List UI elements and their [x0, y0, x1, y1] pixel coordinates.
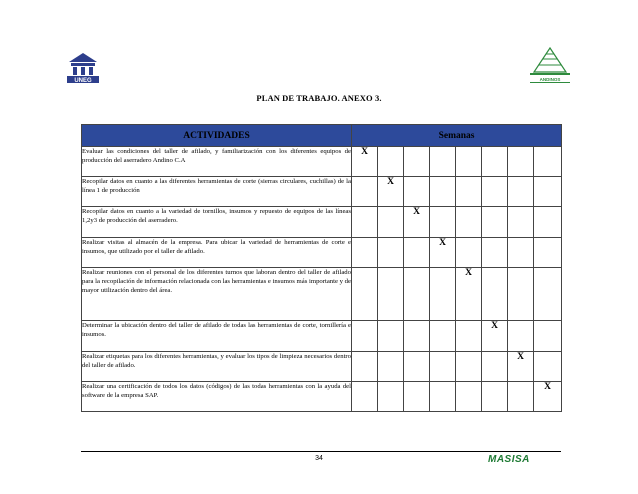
week-3-cell: [404, 147, 430, 177]
activity-cell: Realizar etiquetas para los diferentes herramientas, y evaluar los tipos de limpieza necesarios dentro del taller de afilado.: [82, 351, 352, 381]
table-row: [82, 381, 562, 411]
week-7-cell: [508, 381, 534, 411]
table-header-row: [82, 125, 562, 147]
week-8-cell: [534, 237, 562, 267]
week-6-cell: [482, 381, 508, 411]
week-6-cell: [482, 237, 508, 267]
week-8-mark: X: [534, 381, 562, 411]
week-3-mark: X: [404, 207, 430, 237]
andinos-logo-text: ANDINOS: [539, 77, 561, 82]
week-1-mark: X: [352, 147, 378, 177]
week-1-cell: [352, 351, 378, 381]
week-5-cell: [456, 177, 482, 207]
week-2-mark: X: [378, 177, 404, 207]
document-title: PLAN DE TRABAJO. ANEXO 3.: [256, 93, 382, 103]
activity-cell: Recopilar datos en cuanto a las diferentes herramientas de corte (sierras circulares, cuchillas) de la línea 1 de producción: [82, 177, 352, 207]
activity-cell: Determinar la ubicación dentro del taller de afilado de todas las herramientas de corte, tornillería e insumos.: [82, 321, 352, 351]
week-4-cell: [430, 177, 456, 207]
week-7-mark: X: [508, 351, 534, 381]
week-1-cell: [352, 321, 378, 351]
week-7-cell: [508, 177, 534, 207]
week-5-cell: [456, 147, 482, 177]
week-3-cell: [404, 321, 430, 351]
week-4-cell: [430, 147, 456, 177]
week-4-cell: [430, 381, 456, 411]
week-5-cell: [456, 351, 482, 381]
week-1-cell: [352, 177, 378, 207]
week-2-cell: [378, 267, 404, 320]
activity-cell: Realizar reuniones con el personal de los diferentes turnos que laboran dentro del taller de afilado para la recopilación de información relacionada con las herramientas e insumos más importante y de mayor utilización dentro del área.: [82, 267, 352, 320]
masisa-logo: MASISA: [488, 454, 530, 465]
week-3-cell: [404, 381, 430, 411]
week-8-cell: [534, 177, 562, 207]
page-number: 34: [315, 455, 323, 462]
weeks-header: Semanas: [352, 125, 562, 147]
week-6-cell: [482, 267, 508, 320]
table-row: [82, 147, 562, 177]
week-5-cell: [456, 207, 482, 237]
week-5-cell: [456, 321, 482, 351]
week-6-cell: [482, 147, 508, 177]
week-8-cell: [534, 351, 562, 381]
week-6-cell: [482, 177, 508, 207]
week-8-cell: [534, 267, 562, 320]
week-7-cell: [508, 207, 534, 237]
week-7-cell: [508, 147, 534, 177]
week-2-cell: [378, 351, 404, 381]
week-8-cell: [534, 207, 562, 237]
table-row: [82, 351, 562, 381]
week-1-cell: [352, 237, 378, 267]
uneg-logo: [65, 50, 101, 84]
week-5-cell: [456, 237, 482, 267]
week-3-cell: [404, 177, 430, 207]
andinos-logo: [522, 46, 578, 86]
week-2-cell: [378, 147, 404, 177]
week-5-cell: [456, 381, 482, 411]
table-row: [82, 321, 562, 351]
table-row: [82, 177, 562, 207]
week-1-cell: [352, 207, 378, 237]
week-2-cell: [378, 207, 404, 237]
activity-cell: Realizar una certificación de todos los datos (códigos) de las todas herramientas con la ayuda del software de la empresa SAP.: [82, 381, 352, 411]
week-7-cell: [508, 237, 534, 267]
week-7-cell: [508, 321, 534, 351]
week-6-mark: X: [482, 321, 508, 351]
week-1-cell: [352, 267, 378, 320]
week-2-cell: [378, 237, 404, 267]
week-2-cell: [378, 321, 404, 351]
activities-header: ACTIVIDADES: [82, 125, 352, 147]
week-6-cell: [482, 207, 508, 237]
week-8-cell: [534, 147, 562, 177]
activity-cell: Realizar visitas al almacén de la empresa. Para ubicar la variedad de herramientas de corte e insumos, que utilizado por el taller de afilado.: [82, 237, 352, 267]
week-4-cell: [430, 351, 456, 381]
activity-cell: Recopilar datos en cuanto a la variedad de tornillos, insumos y repuesto de equipos de las líneas 1,2y3 de producción del aserradero.: [82, 207, 352, 237]
week-3-cell: [404, 267, 430, 320]
week-8-cell: [534, 321, 562, 351]
week-4-mark: X: [430, 237, 456, 267]
footer-divider: [81, 451, 561, 452]
table-row: [82, 267, 562, 320]
week-4-cell: [430, 207, 456, 237]
table-row: [82, 237, 562, 267]
week-2-cell: [378, 381, 404, 411]
week-4-cell: [430, 321, 456, 351]
week-3-cell: [404, 351, 430, 381]
week-5-mark: X: [456, 267, 482, 320]
activity-cell: Evaluar las condiciones del taller de afilado, y familiarización con los diferentes equipos de producción del aserradero Andino C.A: [82, 147, 352, 177]
week-3-cell: [404, 237, 430, 267]
work-plan-table: [81, 124, 562, 412]
week-4-cell: [430, 267, 456, 320]
uneg-logo-text: UNEG: [74, 78, 92, 84]
week-7-cell: [508, 267, 534, 320]
table-row: [82, 207, 562, 237]
week-6-cell: [482, 351, 508, 381]
week-1-cell: [352, 381, 378, 411]
